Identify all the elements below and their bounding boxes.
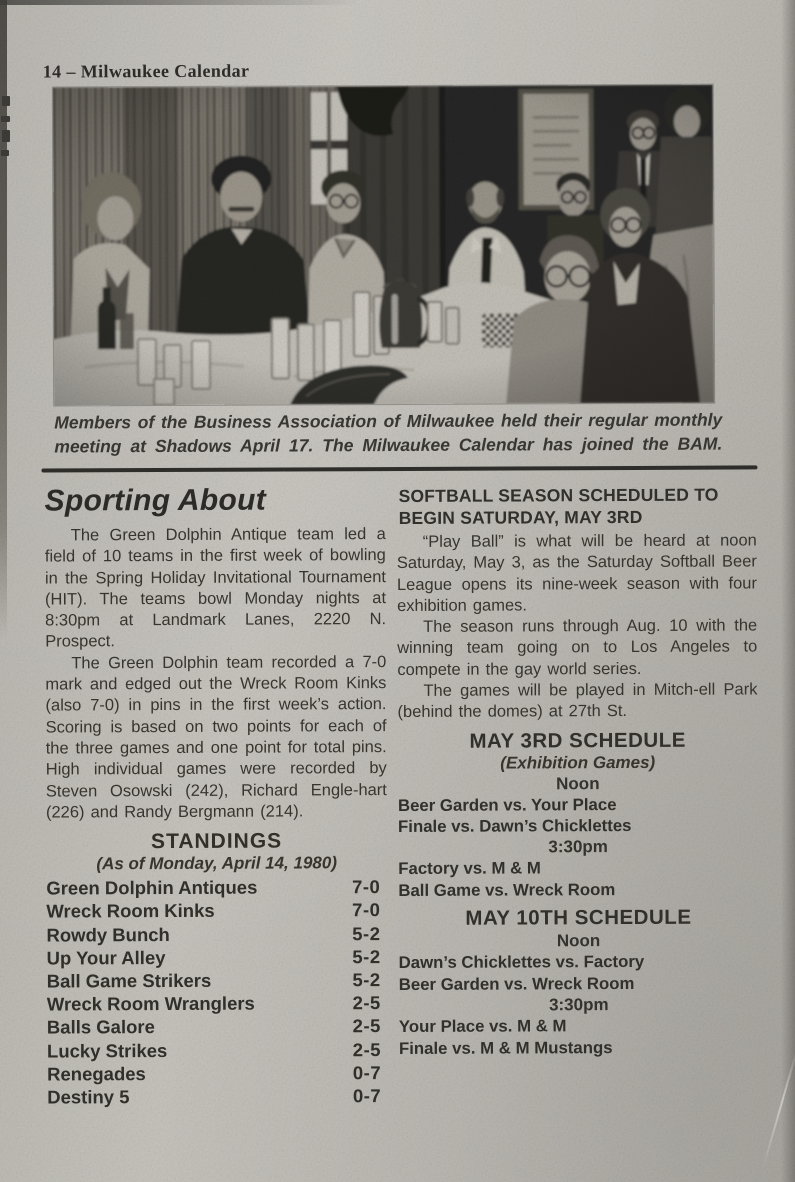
schedule-title: MAY 10TH SCHEDULE — [465, 906, 692, 931]
article-title: Sporting About — [44, 483, 267, 518]
team-record: 2-5 — [352, 1038, 382, 1060]
team-record: 0-7 — [352, 1061, 382, 1083]
article-paragraph: “Play Ball” is what will be heard at noon Saturday, May 3, as the Saturday Softball Beer League opens its nine-week season with four exhibition games. — [396, 531, 758, 615]
team-record: 5-2 — [352, 945, 381, 967]
team-name: Renegades — [47, 1062, 146, 1085]
table-row — [47, 991, 381, 1016]
scan-mark — [1, 150, 9, 156]
team-record: 2-5 — [352, 1015, 381, 1037]
table-row — [47, 1061, 381, 1086]
article-paragraph: The games will be played in Mitch-ell Park (behind the domes) at 27th St. — [397, 680, 758, 722]
table-row — [46, 922, 380, 947]
team-name: Lucky Strikes — [46, 1039, 168, 1062]
scan-mark — [1, 116, 10, 122]
schedule-game: Finale vs. M & M Mustangs — [398, 1037, 613, 1058]
team-name: Green Dolphin Antiques — [46, 876, 258, 899]
schedule-game: Beer Garden vs. Your Place — [397, 794, 617, 815]
table-row — [47, 1014, 381, 1039]
team-name: Wreck Room Wranglers — [46, 992, 255, 1015]
team-name: Destiny 5 — [47, 1086, 130, 1108]
team-name: Wreck Room Kinks — [46, 900, 215, 922]
schedule-time: 3:30pm — [548, 837, 608, 857]
team-name: Up Your Alley — [46, 946, 166, 969]
team-record: 2-5 — [352, 992, 381, 1014]
scan-mark — [2, 96, 10, 106]
table-row — [47, 1038, 381, 1063]
photo-caption: Members of the Business Association of Milwaukee held their regular monthly meeting at Shadows April 17. The Milwaukee Calendar has joined the BAM. — [54, 409, 723, 456]
scan-edge-top — [0, 0, 360, 5]
schedule-time: Noon — [556, 773, 600, 793]
schedule-subtitle: (Exhibition Games) — [500, 752, 656, 773]
standings-subtitle: (As of Monday, April 14, 1980) — [96, 853, 338, 874]
right-column — [397, 481, 760, 1058]
article-title: SOFTBALL SEASON SCHEDULED TO BEGIN SATURDAY, MAY 3RD — [398, 484, 719, 528]
article-paragraph: The Green Dolphin team recorded a 7-0 mark and edged out the Wreck Room Kinks (also 7-0) in pins in the first week’s action. Scoring is based on two points for each of the three games and one point for total pins. High individual games were recorded by Steven Osowski (242), Richard Engle-hart (226) and Randy Bergmann (214). — [45, 652, 387, 822]
team-record: 5-2 — [352, 922, 381, 944]
schedule-game: Dawn’s Chicklettes vs. Factory — [398, 952, 645, 973]
scan-edge-right — [781, 0, 795, 1182]
page-number-header: 14 – Milwaukee Calendar — [42, 60, 250, 82]
table-row — [47, 1084, 381, 1109]
team-record: 7-0 — [352, 899, 381, 921]
standings-table — [46, 875, 381, 1108]
schedule-game: Your Place vs. M & M — [398, 1016, 567, 1037]
schedule-block — [398, 906, 759, 1059]
schedule-time: 3:30pm — [549, 995, 609, 1015]
schedule-game: Factory vs. M & M — [398, 858, 541, 879]
schedule-time: Noon — [556, 931, 601, 951]
group-photo — [53, 85, 714, 406]
article-paragraph: The season runs through Aug. 10 with the winning team going on to Los Angeles to compete in the gay world series. — [397, 616, 758, 679]
banquet-photo-illustration — [53, 85, 714, 406]
photo-vignette — [53, 85, 714, 406]
team-name: Ball Game Strikers — [46, 969, 212, 992]
section-divider — [41, 465, 757, 472]
scan-mark — [2, 130, 10, 142]
table-row — [47, 968, 381, 993]
team-record: 7-0 — [351, 876, 381, 898]
schedule-block — [398, 728, 759, 901]
standings-title: STANDINGS — [150, 829, 283, 854]
schedule-game: Ball Game vs. Wreck Room — [398, 879, 616, 900]
schedule-title: MAY 3RD SCHEDULE — [469, 728, 686, 753]
schedule-game: Finale vs. Dawn’s Chicklettes — [397, 816, 632, 837]
team-record: 0-7 — [352, 1085, 382, 1107]
team-record: 5-2 — [352, 969, 381, 991]
left-column — [45, 483, 389, 1109]
table-row — [47, 945, 381, 970]
team-name: Rowdy Bunch — [46, 923, 170, 946]
table-row — [46, 898, 380, 923]
table-row — [46, 875, 380, 900]
schedule-game: Beer Garden vs. Wreck Room — [398, 973, 635, 994]
article-paragraph: The Green Dolphin Antique team led a field of 10 teams in the first week of bowling in the Spring Holiday Invitational Tournament (HIT). The teams bowl Monday nights at 8:30pm at Landmark Lanes, 2220 N. Prospect. — [44, 525, 387, 652]
team-name: Balls Galore — [46, 1016, 155, 1038]
